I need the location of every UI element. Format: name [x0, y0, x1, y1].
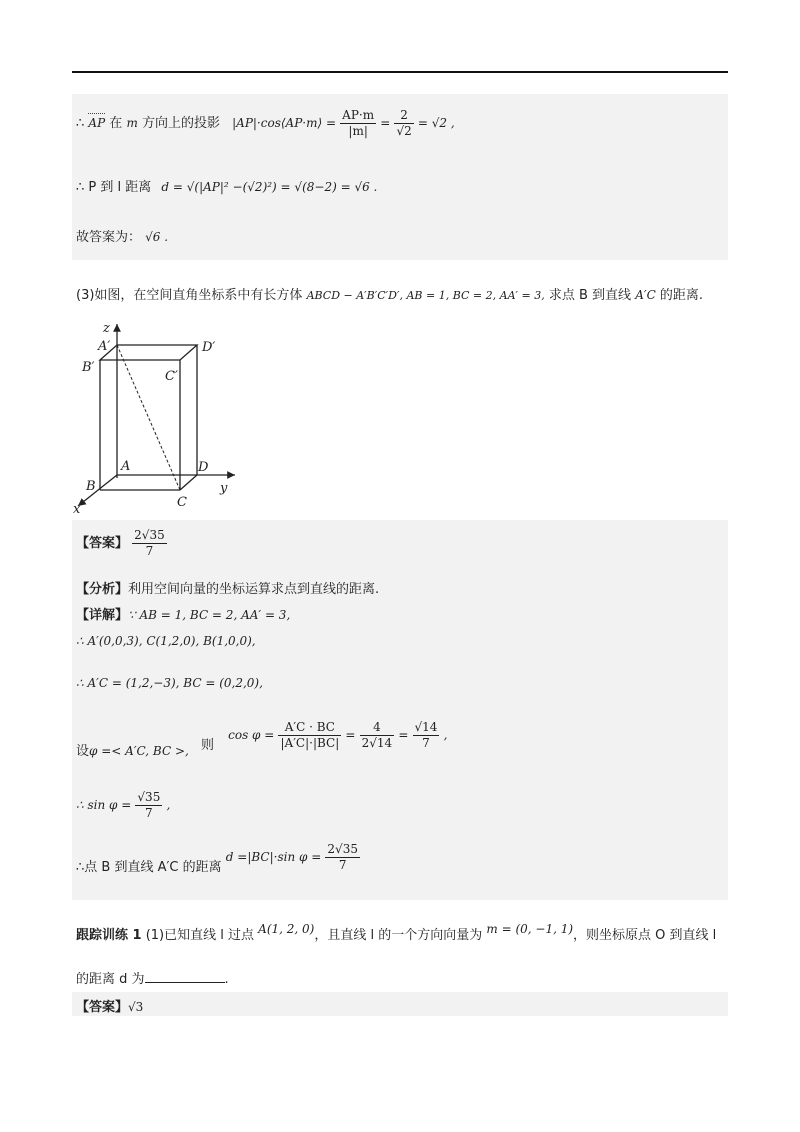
answer-row: 【答案】 $\frac{2√35}{7}$ [76, 528, 165, 558]
detail-row: 【详解】∵ AB = 1, BC = 2, AA′ = 3, [76, 608, 291, 623]
sin-row: ∴ sin φ = $\frac{√35}{7}$ , [76, 790, 171, 820]
projection-line: ∴ AP 在 m 方向上的投影 |AP|·cos⟨AP·m⟩ = $\frac{AP\cdot m}{|m|}$ = $\frac{2}{√2}$ = √2 , [76, 108, 455, 138]
label-c-prime: C′ [165, 369, 178, 384]
analysis-row: 【分析】利用空间向量的坐标运算求点到直线的距离. [76, 582, 380, 597]
practice-answer-row: 【答案】√3 [76, 1000, 144, 1015]
problem-statement: (3)如图，在空间直角坐标系中有长方体 ABCD − A′B′C′D′, AB = 1, BC = 2, AA′ = 3, 求点 B 到直线 A′C 的距离. [76, 288, 704, 303]
label-d-prime: D′ [202, 340, 216, 355]
label-c: C [177, 495, 187, 510]
label-b-prime: B′ [82, 360, 95, 375]
distance-formula: d = √(|AP|² −(√2)²) = √(8−2) = √6 . [161, 180, 378, 194]
cuboid-figure [70, 318, 250, 518]
top-face [100, 345, 197, 360]
practice-statement: 跟踪训练 1 (1)已知直线 l 过点 A(1, 2, 0)，且直线 l 的一个方向向量为 m = (0, −1, 1)，则坐标原点 O 到直线 l [76, 922, 717, 943]
distance-line: ∴ P 到 l 距离 d = √(|AP|² −(√2)²) = √(8−2) = √6 . [76, 180, 378, 195]
answer-line: 故答案为： √6 . [76, 230, 169, 245]
distance-result-row: ∴点 B 到直线 A′C 的距离 d =|BC|·sin φ = $\frac{2√35}{7}$ [76, 842, 358, 875]
label-a: A [121, 459, 131, 474]
practice-answer-block [72, 992, 728, 1016]
cos-fraction: $\frac{A'C \cdot BC}{|A'C|\cdot|BC|}$ [280, 720, 340, 750]
answer-blank [145, 970, 225, 983]
cuboid-formula: ABCD − A′B′C′D′, AB = 1, BC = 2, AA′ = 3, [306, 289, 545, 302]
practice-statement-cont: 的距离 d 为 . [76, 972, 229, 987]
projection-fraction: $\frac{AP\cdot m}{|m|}$ [342, 108, 375, 138]
label-y: y [220, 481, 228, 496]
answer-fraction: $\frac{2√35}{7}$ [134, 528, 165, 558]
projection-formula: |AP|·cos⟨AP·m⟩ = [232, 116, 337, 130]
cos-row: 设φ =< A′C, BC >, 则 cos φ = $\frac{A'C \cdot BC}{|A'C|\cdot|BC|}$ = $\frac{4}{2√14}$ = $\frac{√14}{7}$ , [76, 720, 448, 759]
label-b: B [86, 479, 96, 494]
label-d: D [198, 460, 209, 475]
label-a-prime: A′ [98, 339, 111, 354]
coordinates-row: ∴ A′(0,0,3), C(1,2,0), B(1,0,0), [76, 634, 256, 648]
header-rule [72, 71, 728, 73]
vectors-row: ∴ A′C = (1,2,−3), BC = (0,2,0), [76, 676, 263, 690]
vector-ap: AP [88, 116, 106, 130]
label-z: z [103, 321, 110, 336]
label-x: x [73, 502, 81, 517]
